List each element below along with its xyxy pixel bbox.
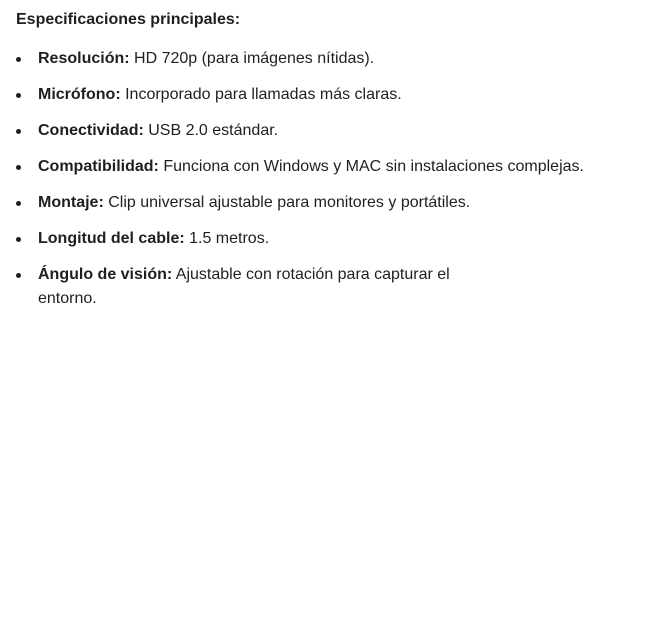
bullet-icon	[16, 237, 21, 242]
spec-label: Compatibilidad:	[38, 158, 159, 175]
spec-value: HD 720p (para imágenes nítidas).	[129, 50, 375, 67]
specs-list	[16, 47, 656, 311]
spec-item-microphone	[16, 83, 656, 107]
spec-label: Micrófono:	[38, 86, 121, 103]
bullet-icon	[16, 129, 21, 134]
spec-value: 1.5 metros.	[184, 230, 270, 247]
spec-value: Ajustable con rotación para capturar el entorno.	[38, 266, 450, 307]
spec-label: Longitud del cable:	[38, 230, 185, 247]
bullet-icon	[16, 273, 21, 278]
spec-label: Resolución:	[38, 50, 130, 67]
spec-item-resolution	[16, 47, 656, 71]
spec-item-view-angle	[16, 263, 498, 311]
bullet-icon	[16, 57, 21, 62]
bullet-icon	[16, 165, 21, 170]
spec-value: USB 2.0 estándar.	[143, 122, 279, 139]
spec-value: Funciona con Windows y MAC sin instalaciones complejas.	[158, 158, 584, 175]
bullet-icon	[16, 201, 21, 206]
spec-value: Incorporado para llamadas más claras.	[120, 86, 402, 103]
document-body	[16, 9, 656, 323]
spec-label: Ángulo de visión:	[38, 266, 173, 283]
spec-item-compatibility	[16, 155, 656, 179]
spec-value: Clip universal ajustable para monitores y portátiles.	[103, 194, 471, 211]
spec-item-connectivity	[16, 119, 656, 143]
spec-item-cable-length	[16, 227, 656, 251]
spec-label: Montaje:	[38, 194, 104, 211]
spec-item-mounting	[16, 191, 656, 215]
spec-label: Conectividad:	[38, 122, 144, 139]
bullet-icon	[16, 93, 21, 98]
section-heading: Especificaciones principales:	[16, 11, 241, 28]
